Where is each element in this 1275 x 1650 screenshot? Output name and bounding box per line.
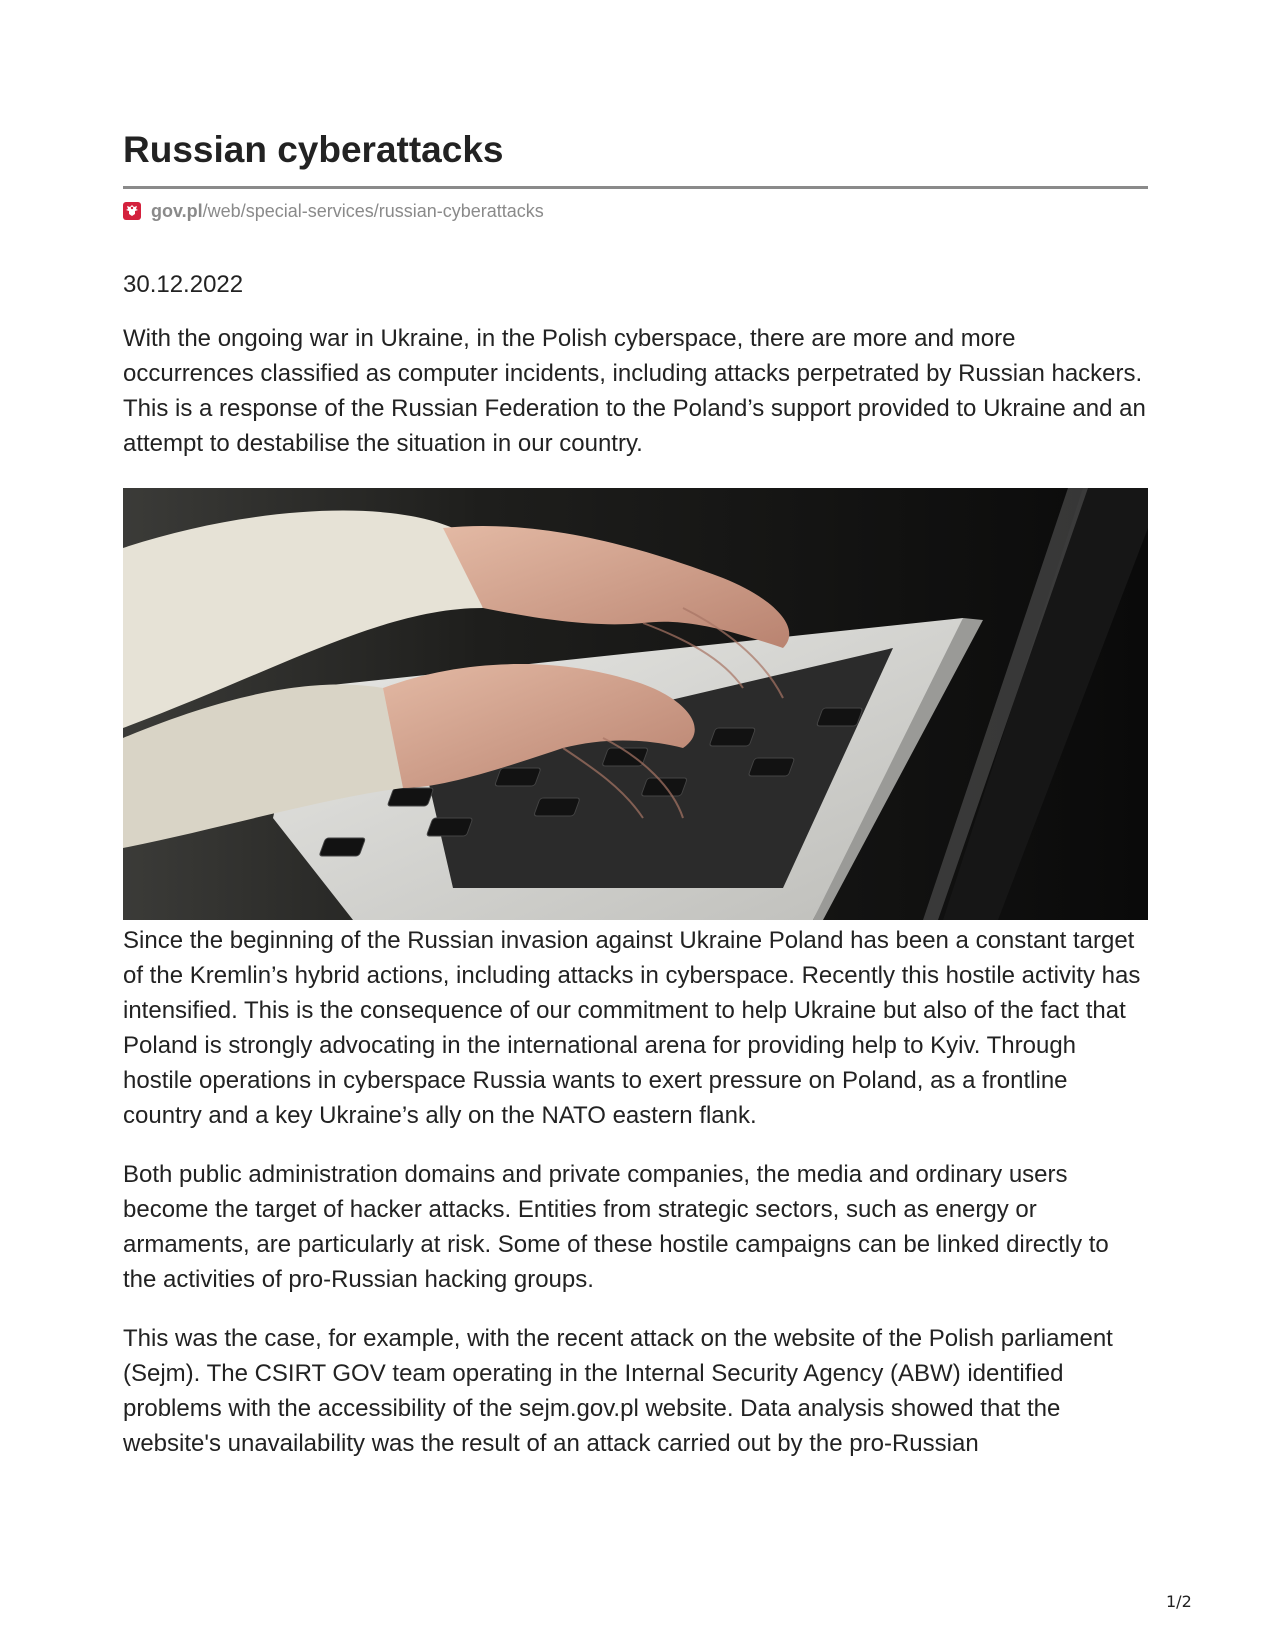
source-link[interactable]	[123, 198, 1148, 224]
paragraph-4: This was the case, for example, with the recent attack on the website of the Polish parliament (Sejm). The CSIRT GOV team operating in the Internal Security Agency (ABW) identified problems with the accessibility of the sejm.gov.pl website. Data analysis showed that the website's unavailability was the result of an attack carried out by the pro-Russian	[123, 1325, 1113, 1457]
publish-date: 30.12.2022	[123, 271, 244, 298]
article	[123, 118, 1148, 1461]
paragraph-1: With the ongoing war in Ukraine, in the Polish cyberspace, there are more and more occurrences classified as computer incidents, including attacks perpetrated by Russian hackers. This is a response of the Russian Federation to the Poland’s support provided to Ukraine and an attempt to destabilise the situation in our country.	[123, 325, 1146, 457]
source-domain: gov.pl	[151, 200, 203, 221]
polish-eagle-emblem-icon	[123, 202, 141, 220]
title-divider	[123, 186, 1148, 189]
paragraph-2: Since the beginning of the Russian invasion against Ukraine Poland has been a constant target of the Kremlin’s hybrid actions, including attacks in cyberspace. Recently this hostile activity has intensified. This is the consequence of our commitment to help Ukraine but also of the fact that Poland is strongly advocating in the international arena for providing help to Kyiv. Through hostile operations in cyberspace Russia wants to exert pressure on Poland, as a frontline country and a key Ukraine’s ally on the NATO eastern flank.	[123, 927, 1141, 1129]
page-title: Russian cyberattacks	[123, 129, 504, 170]
paragraph-3: Both public administration domains and private companies, the media and ordinary users become the target of hacker attacks. Entities from strategic sectors, such as energy or armaments, are particularly at risk. Some of these hostile campaigns can be linked directly to the activities of pro-Russian hacking groups.	[123, 1161, 1109, 1293]
laptop-typing-photo	[123, 488, 1148, 920]
source-path: /web/special-services/russian-cyberattacks	[202, 200, 544, 221]
page-number: 1/2	[1166, 1592, 1192, 1611]
